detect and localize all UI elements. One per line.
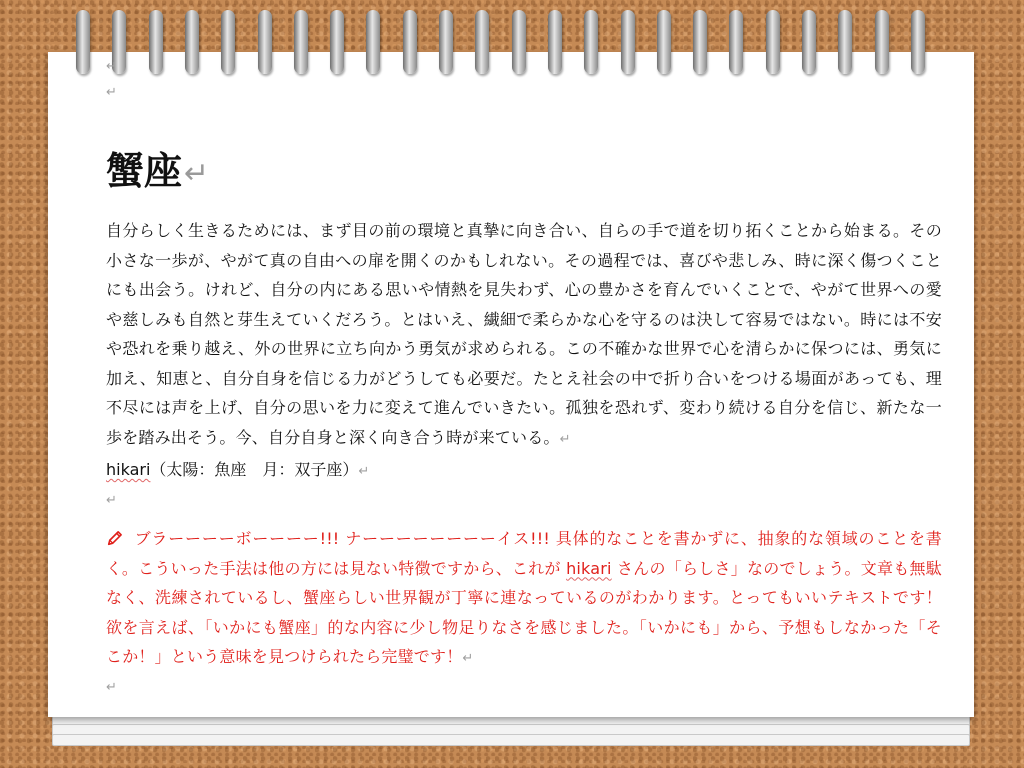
comment-text-1: ブラーーーーボーーーー!!! ナーーーーーーーーイス!!! 具体的なことを書かずに、抽象的な領域のことを書く。こういった手法は他の方には見ない特徴ですから、これが [106,529,942,578]
paragraph-mark: ↵ [106,59,117,74]
pencil-icon [106,529,124,547]
paper-stack-edge-3 [52,734,970,746]
author-credit [106,456,942,486]
paragraph-mark: ↵ [106,679,117,695]
paragraph-mark: ↵ [106,85,117,100]
title-row [106,142,942,194]
review-comment [106,524,942,674]
essay-body [106,216,942,454]
author-name: hikari [106,460,151,479]
comment-author-name: hikari [566,558,612,578]
paragraph-mark: ↵ [462,651,474,666]
paragraph-mark: ↵ [358,464,370,479]
paragraph-mark: ↵ [559,431,571,447]
spiral-ring [76,10,90,74]
comment-text-2: さんの「らしさ」なのでしょう。文章も無駄なく、洗練されているし、蟹座らしい世界観が丁寧に連なっているのがわかります。とってもいいテキストです！欲を言えば、「いかにも蟹座」的な内容に少し物足りなさを感じました。「いかにも」から、予想もしなかった「そこか！」という意味を見つけられたら完璧です！ [106,558,942,666]
essay-text: 自分らしく生きるためには、まず目の前の環境と真摯に向き合い、自らの手で道を切り拓くことから始まる。その小さな一歩が、やがて真の自由への扉を開くのかもしれない。その過程では、喜びや悲しみ、時に深く傷つくことにも出会う。けれど、自分の内にある思いや情熱を見失わず、心の豊かさを育んでいくことで、やがて世界への愛や慈しみも自然と芽生えていくだろう。とはいえ、繊細で柔らかな心を守るのは決して容易ではない。時には不安や恐れを乗り越え、外の世界に立ち向かう勇気が求められる。この不確かな世界で心を清らかに保つには、勇気に加え、知恵と、自分自身を信じる力がどうしても必要だ。たとえ社会の中で折り合いをつける場面があっても、理不尽には声を上げ、自分の思いを力に変えて進んでいきたい。孤独を恐れず、変わり続ける自分を信じ、新たな一歩を踏み出そう。今、自分自身と深く向き合う時が来ている。 [106,221,942,447]
paragraph-mark: ↵ [184,156,210,191]
document-content [106,60,942,695]
paragraph-mark: ↵ [106,493,117,508]
author-signs: （太陽：魚座 月：双子座） [150,460,359,479]
page-title: 蟹座 [106,149,183,193]
